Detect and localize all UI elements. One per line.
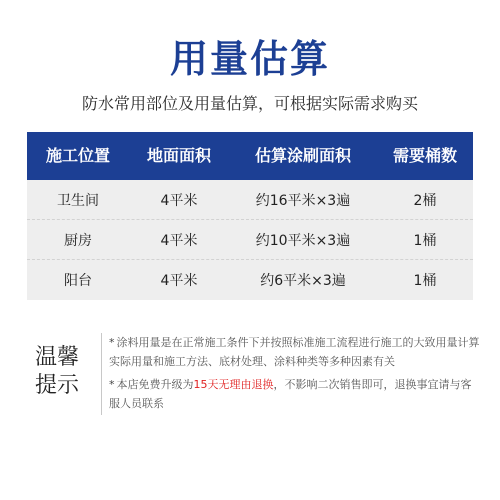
note-return-text-before: 本店免费升级为: [116, 378, 194, 391]
note-usage: [109, 333, 481, 371]
tips-title-line2: 提示: [35, 373, 80, 398]
cell-paint-area: 约16平米×3遍: [255, 192, 351, 209]
tips-title: [35, 344, 85, 400]
header-cell-buckets: 需要桶数: [392, 146, 457, 165]
page-title: 用量估算: [169, 37, 330, 81]
table-row: [27, 220, 473, 260]
asterisk-icon: *: [109, 336, 115, 349]
table-header: [27, 132, 473, 180]
table-row: [27, 180, 473, 220]
note-return-highlight: 15天无理由退换: [193, 378, 274, 391]
table-body: [27, 180, 473, 300]
cell-buckets: 1桶: [413, 232, 437, 249]
cell-location: 阳台: [64, 273, 92, 289]
cell-location: 厨房: [64, 232, 92, 249]
note-return-policy: [109, 375, 481, 413]
cell-paint-area: 约10平米×3遍: [255, 232, 351, 249]
header-cell-floor-area: 地面面积: [146, 146, 211, 165]
note-return-text-after: ，不影响二次销售即可，退换事宜请与客服人员联系: [109, 378, 472, 410]
cell-buckets: 2桶: [413, 192, 437, 209]
cell-location: 卫生间: [57, 192, 99, 209]
page-subtitle: 防水常用部位及用量估算，可根据实际需求购买: [81, 94, 418, 113]
tips-notes: [109, 333, 481, 413]
cell-paint-area: 约6平米×3遍: [260, 273, 346, 289]
header-cell-paint-area: 估算涂刷面积: [254, 146, 351, 165]
cell-floor-area: 4平米: [160, 232, 198, 249]
header-cell-location: 施工位置: [45, 146, 110, 165]
note-usage-text: 涂料用量是在正常施工条件下并按照标准施工流程进行施工的大致用量计算实际用量和施工方法、底材处理、涂料种类等多种因素有关: [109, 336, 480, 368]
tips-title-line1: 温馨: [35, 345, 80, 370]
cell-buckets: 1桶: [413, 273, 437, 289]
table-row: [27, 260, 473, 300]
tips-divider: [101, 333, 102, 415]
cell-floor-area: 4平米: [160, 192, 198, 209]
cell-floor-area: 4平米: [160, 273, 198, 289]
usage-table: [27, 132, 473, 300]
asterisk-icon: *: [109, 378, 115, 391]
